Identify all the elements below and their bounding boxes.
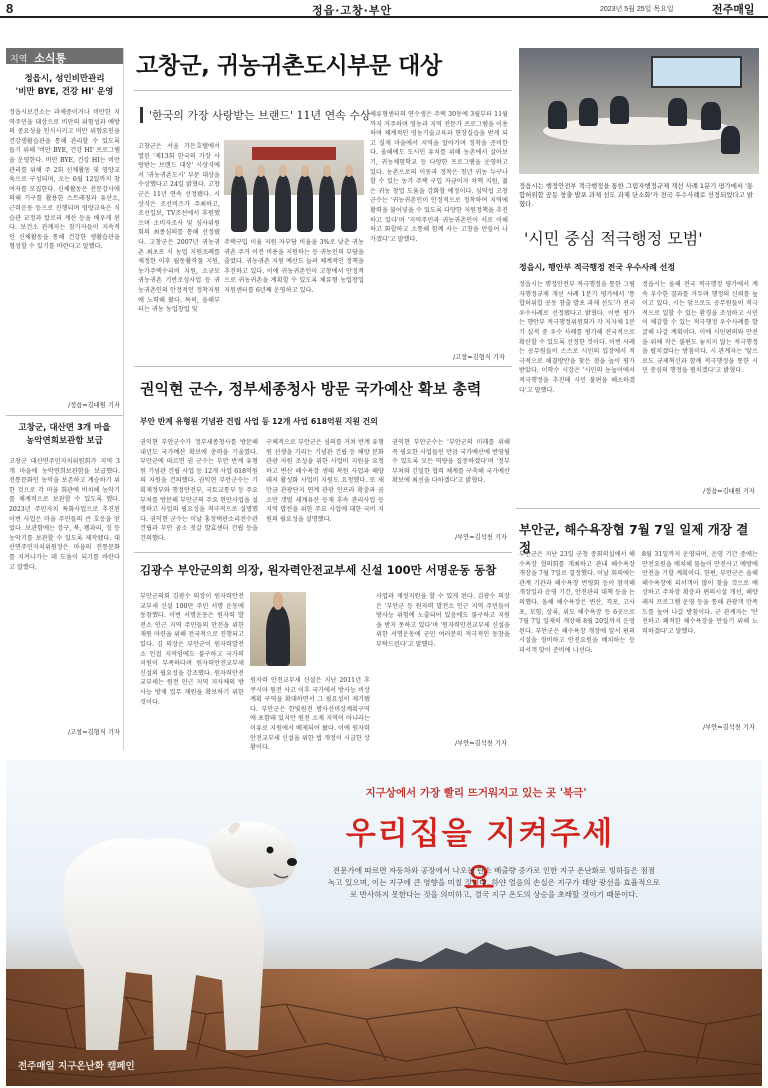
article2-col1-text: 정읍시는 행정안전부 적극행정을 통한 그림자행정규제 개선 사례 1분기 평가에서 '통합허위합 공동 창출 발포 과제 선도'가 전국 우수사례로 선정됐다고 밝혔다. 이번 평가는 행안부 적극행정위원회가 각 지자체 1분기 실적 중 우수 사례를 평가해 전국적으로 확산할 수 있도록 선정한 것이다. 이번 사례는 공무원들이 스스로 시민의 입장에서 적극적으로 해결방안을 찾은 점을 높이 평가받았다. 이학수 시장은 '시민의 눈높이에서 적극행정을 추진해 시민 불편을 해소하겠다'고 말했다. [519,281,635,394]
ad-body-line1: 전문가에 따르면 자동차와 공장에서 나오는 탄소 배출량 증가로 인한 지구 온난화로 빙하들은 점점 [332,866,656,875]
article2-col1 [519,280,635,484]
article1-col1-text: 고창군은 서울 가든호텔에서 열린 '제13회 한국의 가장 사랑받는 브랜드 대상' 시상식에서 '귀농귀촌도시' 부문 대상을 수상했다고 24일 밝혔다. 고창군은 11년 연속 선정됐다. 시상식은 조선비즈가 주최하고, 조선일보, TV조선에서 후원했으며 소비자조사 및 심사위원회의 최종심의를 통해 선정됐다. 고창군은 2007년 귀농귀촌 최초로 시 농업 지원조례를 제정한 이후 월동활작물 지원, 농가주택수리비 지원, 소규모 귀농귀촌 기반조성사업 등 귀농귀촌인의 안정적인 정착지원에 노력해 왔다. 특히, 올해부터는 귀농 농업창업 및 [138,143,220,314]
article1-byline: /고창=김형식 기자 [453,354,505,361]
story1-title-line1: 정읍시, 성인비만관리 [24,74,105,84]
article3-col1-text: 권익현 부안군수가 정부세종청사를 방문해 내년도 국가예산 확보에 총력을 기울였다. 부안군에 따르면 권 군수는 부안 반계 유형원 기념관 건립 사업 등 12개 사업 618억원의 지원을 건의했다. 권익현 부안군수는 기획재정부와 행정안전부, 국토교통부 등 주요 부처를 방문해 부안군의 주요 현안사업을 설명하고 사업의 필요성을 적극적으로 설명했다. 권익현 군수는 이날 홍정택판소리전수관 건립과 부안 곰소 젓갈 발효센터 건립 등을 건의했다. [140,439,258,542]
article5-col3 [376,592,510,732]
article5-col2 [250,676,370,752]
article3-col2-text: 구체적으로 부안군은 심의를 거쳐 반계 유형원 선생을 기리는 기념관 건립 등 해양 문화관광 자원 조성을 위한 사업비 지원을 요청하고 변산 해수욕장 생태 복원 사업과 해양 레저 활성화 사업비 지원도 요청했다. 또 새만금 관광단지 연계 관광 인프라 확충과 곰소만 갯벌 세계유산 등재 후속 관리사업 등 지역 발전을 위한 주요 사업에 대한 국비 지원의 필요성을 설명했다. [266,439,384,523]
article1-col2 [224,238,364,370]
article4-col2-text: 8월 31일까지 운영되며, 운영 기간 중에는 안전요원을 배치해 물놀이 안전사고 예방에 만전을 기할 계획이다. 한편, 부안군은 올해 해수욕장에 피서객이 많이 찾을 것으로 예상하고 주차장 확충과 편의시설 개선, 해양 레저 프로그램 운영 등을 통해 관광객 만족도를 높여 나갈 방침이다. 군 관계자는 '안전하고 쾌적한 해수욕장을 만들기 위해 노력하겠다'고 말했다. [642,551,758,635]
article4-byline: /부안=김석천 기자 [703,724,755,731]
article3-col3-text: 권익현 부안군수는 '부안군의 미래를 위해 꼭 필요한 사업들인 만큼 국가예산에 반영될 수 있도록 모든 역량을 집중하겠다'며 '정부 부처와 긴밀한 협력 체계를 구축해 국가예산 확보에 최선을 다하겠다'고 밝혔다. [392,439,510,485]
article2-col2 [642,280,758,484]
ad-tagline: 지구상에서 가장 빨리 뜨거워지고 있는 곳 '북극' [365,787,587,799]
council-chair-photo [250,592,306,666]
article5-col1 [140,592,244,742]
sidebar-story2-body: 고창군 대산면주민자치위원회가 지역 3개 마을에 농악연희보관함을 보급했다. 전통문화인 농악을 보존하고 계승하기 위한 것으로 각 마을 회관에 비치해 농악기를 체계적으로 보관할 수 있도록 했다. 2023년 주민자치 특화사업으로 추진된 이번 사업은 마을 주민들의 큰 호응을 얻었다. 보관함에는 장구, 북, 꽹과리, 징 등 농악기를 보관할 수 있도록 제작됐다. 대산면주민자치위원장은 마을의 전통문화를 지켜나가는 데 도움이 되기를 바란다고 말했다. [9,458,120,571]
article2-byline: /정읍=김대원 기자 [703,488,755,495]
section-title: 정읍·고창·부안 [312,4,393,17]
article4-rule [516,508,760,509]
sidebar-header [6,48,123,64]
page-header [0,0,768,18]
sidebar-story2-title [6,415,123,448]
article3-byline: /부안=김석천 기자 [455,534,507,541]
article2-headline: '시민 중심 적극행정 모범' [524,229,703,248]
article5-headline: 김광수 부안군의회 의장, 원자력안전교부세 신설 100만 서명운동 동참 [140,563,497,577]
article1-col1-short [138,142,220,370]
newspaper-name: 전주매일 [712,3,755,16]
article5-col2-text: 원자력 안전교부세 신설은 지난 2011년 후쿠시마 원전 사고 이후 국가에서 방사능 비상계획 구역을 확대하면서 그 필요성이 제기됐다. 부안군은 한빛원전 방사선비상계획구역에 포함돼 있지만 원전 소재 지역이 아니라는 이유로 지원에서 배제되어 왔다. 이에 원자력안전교부세 신설을 위한 법 개정이 시급한 상황이다. [250,677,370,752]
article3-rule [134,366,512,367]
article1-headline: 고창군, 귀농귀촌도시부문 대상 [136,53,442,79]
mountain-silhouette [366,936,626,970]
article3-subhead: 부안 반계 유형원 기념관 건립 사업 등 12개 사업 618억원 지원 건의 [140,417,378,426]
article3-col2 [266,438,384,538]
meeting-photo-caption: 정읍시는 행정안전부 적극행정을 통한 그림자행정규제 개선 사례 1분기 평가에서 '통합허위합 공동 창출 발포 과제 선도 과제 단소화'가 전국 우수사례로 선정되었다고 밝혔다. [519,182,753,208]
article1-subhead: '한국의 가장 사랑받는 브랜드' 11년 연속 수상 [140,107,390,123]
story2-title-line2: 농악연희보관함 보급 [26,436,103,446]
sidebar-story1-title [6,73,123,99]
sidebar-story1-byline: /정읍=김대원 기자 [68,402,120,409]
article3-col1 [140,438,258,542]
article2-subhead: 정읍시, 행안부 적극행정 전국 우수사례 선정 [519,263,676,272]
sidebar-news-brief [6,48,124,750]
article2-col2-text: 정읍시는 올해 전국 적극행정 평가에서 계속 우수한 결과를 거두며 행정의 신뢰를 높이고 있다. 시는 앞으로도 공무원들이 적극적으로 일할 수 있는 환경을 조성하고 시민이 체감할 수 있는 적극행정 우수사례를 발굴해 나갈 계획이다. 이에 시민편의와 안전을 위해 작은 불편도 놓치지 않는 적극행정을 펼치겠다는 방침이다. 시 관계자는 '앞으로도 규제혁신과 함께 적극행정을 통한 시민 중심의 행정을 펼치겠다'고 밝혔다. [642,281,758,375]
article1-col3-text: 체류형센터의 연수생은 주택 30동에 3월부터 11월까지 거주하며 영농과 지역 전문가 프로그램을 이용하며 체계적인 영농기술교육과 현장실습을 받게 되고 실제 마을에서 지역을 알아가며 정착을 준비한다. 올해에도 도시민 유치를 위해 농촌에서 살아보기, 귀농체험학교 등 다양한 프로그램을 운영하고 있다. 농촌으로의 이동과 정착은 청년 귀농 누구나 할 수 있는 농가 주택 구입 자금이자 차액 지원, 젊은 귀농 창업 도움을 강화할 예정이다. 심덕섭 고창군수는 '귀농귀촌인이 안정적으로 정착하여 지역에 활력을 불어넣을 수 있도록 다양한 지원정책을 추진하고 있다'며 '지역주민과 귀농귀촌인이 서로 이해하고 화합하고 소통해 함께 사는 고창을 만들어 나가겠다'고 말했다. [370,111,508,243]
ad-credit: 전주매일 지구온난화 캠페인 [18,1061,135,1072]
meeting-photo [519,48,759,174]
article3-headline: 권익현 군수, 정부세종청사 방문 국가예산 확보 총력 [140,380,482,398]
polar-bear-icon [26,800,316,1060]
article5-rule [134,552,512,553]
story2-title-line1: 고창군, 대산면 3개 마을 [18,423,111,433]
sidebar-story2-byline: /고창=김형식 기자 [68,729,120,736]
ad-body-text [258,865,730,901]
issue-date: 2023년 5월 25일 목요일 [600,6,674,13]
sidebar-story1-body: 정읍시보건소는 과체중이거나 비만한 지역주민을 대상으로 비만의 위험성과 예방의 중요성을 인식시키고 비만 위험요인을 건강생활습관을 통해 관리할 수 있도록 돕기 위해 '비만 BYE, 건강 HI' 프로그램을 운영한다. 비만 BYE, 건강 HI는 비만관리를 위해 주 2회 신체활동 및 영양교육으로 구성되며, 오는 6월 12일까지 참여자를 모집한다. 신체활동은 전문강사에 의해 기구를 활용한 스트레칭과 유산소, 근력운동 등으로 진행되며 영양교육은 식습관 교정과 칼로리 계산 등을 배우게 된다. 보건소 관계자는 참가자들이 지속적인 신체활동을 통해 건강한 생활습관을 형성할 수 있기를 바란다고 말했다. [9,109,120,251]
article5-col1-text: 부안군의회 김광수 의장이 원자력안전교부세 신설 100만 주민 서명 운동에 동참했다. 이번 서명운동은 원자력 발전소 인근 지역 주민들의 안전을 위한 재원 마련을 위해 전국적으로 진행되고 있다. 김 의장은 부안군이 원자력발전소 인접 지역임에도 불구하고 국가의 지원이 부족하다며 원자력안전교부세 신설의 필요성을 강조했다. 원자력안전교부세는 원전 인근 지역 지자체의 방사능 방재 업무 재원을 확보하기 위한 것이다. [140,593,244,706]
article3-col3 [392,438,510,528]
sidebar-label-large: 소식통 [34,52,67,65]
article5-byline: /부안=김석천 기자 [455,740,507,747]
story1-title-line2: '비만 BYE, 건강 HI' 운영 [15,87,114,97]
article4-col1 [519,550,635,730]
article1-col2-text: 주택구입 이율 지원 자부담 비율을 3%로 낮춘 귀농귀촌 주거 이전 비용을 지원하는 등 귀농인의 부담을 줄였다. 귀농귀촌 지원 예산도 늘려 체계적인 정책을 추진하고 있다. 이에 귀농귀촌인이 고창에서 안정적으로 귀농귀촌을 계획할 수 있도록 체류형 농업창업지원센터를 6년째 운영하고 있다. [224,239,364,294]
article1-col3 [370,110,508,346]
ad-body-line3: 로 반사하지 못한다는 것을 의미하고, 결국 지구 온도의 상승을 초래할 것이기 때문이다. [349,890,639,899]
headline-rule [134,90,512,91]
climate-campaign-ad [6,760,762,1086]
ad-body-line2: 녹고 있으며, 이는 지구에 큰 영향을 미칠 것이다. 하얀 얼음의 손실은 지구가 태양 광선을 효율적으로 [327,878,661,887]
sidebar-label-small: 지역 [10,55,28,65]
article5-col3-text: 사업과 재정지원을 할 수 있게 된다. 김광수 의장은 '부안군 등 원자력 발전소 인근 지역 주민들이 방사능 위험에 노출되어 있음에도 불구하고 지원을 받지 못하고 있다'며 '원자력안전교부세 신설을 위한 서명운동에 군민 여러분의 적극적인 동참을 부탁드린다'고 말했다. [376,593,510,648]
page-number: 8 [6,1,14,16]
ad-headline: 우리집을 지켜주세요 [345,816,615,897]
article4-col1-text: 부안군은 지난 23일 군청 중회의실에서 해수욕장 협의회를 개최하고 관내 해수욕장 개장을 7월 7일로 결정했다. 이날 회의에는 관계 기관과 해수욕장 번영회 등이 참석해 개장일과 운영 기간, 안전관리 대책 등을 논의했다. 올해 해수욕장은 변산, 격포, 고사포, 모항, 상록, 위도 해수욕장 등 6곳으로 7월 7일 일제히 개장해 8월 20일까지 운영된다. 부안군은 해수욕장 개장에 앞서 편의시설을 정비하고 안전요원을 배치하는 등 피서객 맞이 준비에 나선다. [519,551,635,654]
award-ceremony-photo [224,140,364,232]
article4-col2 [642,550,758,718]
article4-headline: 부안군, 해수욕장협 7월 7일 일제 개장 결정 [519,522,749,555]
